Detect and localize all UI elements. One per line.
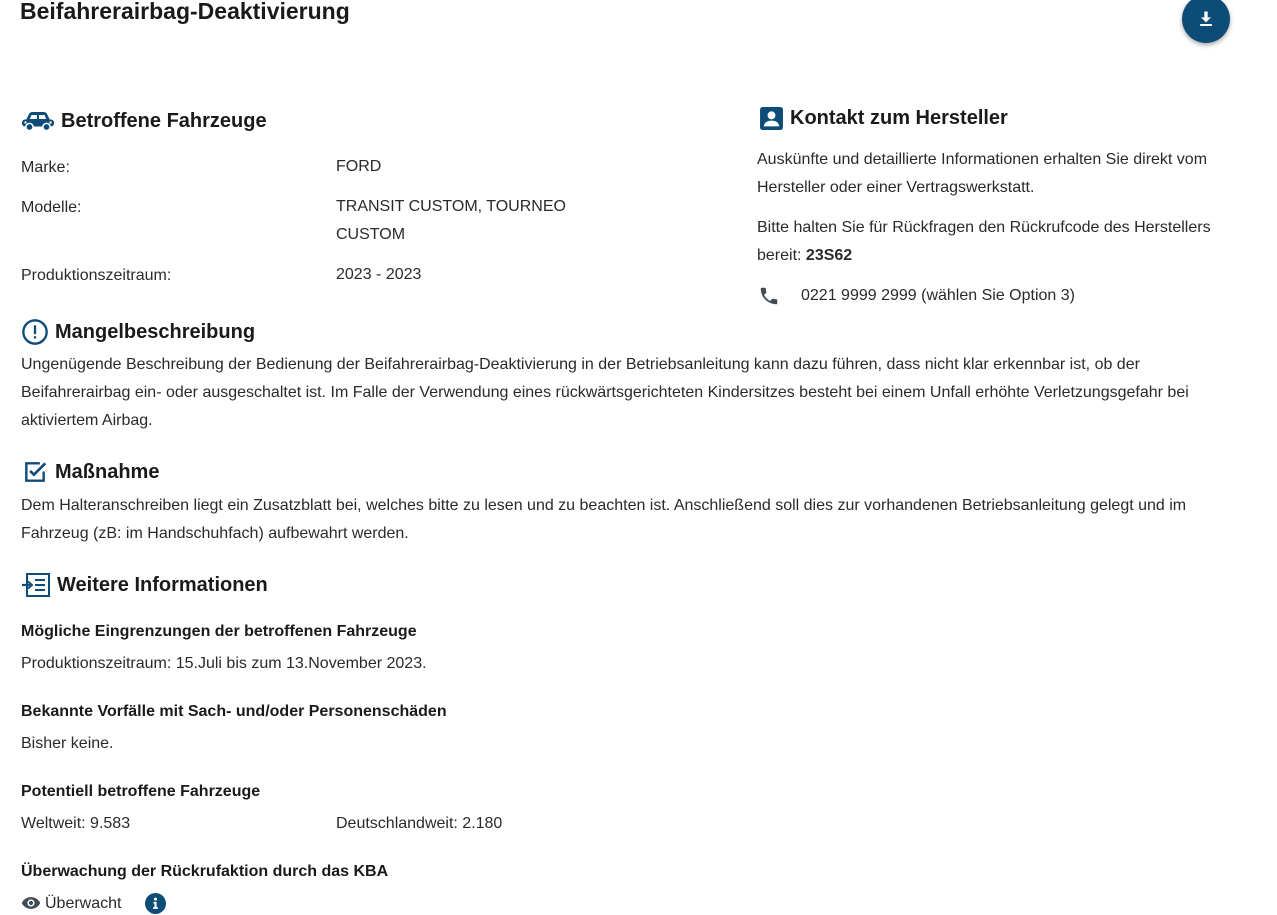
germany-count: Deutschlandweit: 2.180 — [336, 815, 503, 832]
checkbox-icon — [21, 459, 49, 485]
defect-heading-label: Mangelbeschreibung — [55, 320, 256, 343]
contact-card-icon — [759, 106, 784, 131]
contact-heading — [759, 106, 1008, 131]
more-info-heading — [21, 572, 268, 598]
more-info-heading-label: Weitere Informationen — [57, 573, 268, 596]
defect-text: Ungenügende Beschreibung der Bedienung der Beifahrerairbag-Deaktivierung in der Betriebsanleitung kann dazu führen, dass nicht klar erkennbar ist, ob der Beifahrerairbag ein- oder ausgeschaltet ist. Im Falle der Verwendung eines rückwärtsgerichteten Kindersitzes besteht bei einem Unfall erhöhte Verletzungsgefahr bei aktiviertem Airbag. — [21, 356, 1189, 429]
list-details-icon — [21, 572, 51, 598]
production-value: 2023 - 2023 — [336, 266, 422, 283]
models-label: Modelle: — [21, 199, 82, 216]
phone-link[interactable]: 0221 9999 2999 (wählen Sie Option 3) — [801, 287, 1075, 304]
download-button[interactable] — [1182, 0, 1230, 43]
measure-heading-label: Maßnahme — [55, 460, 160, 483]
recall-code-text — [757, 214, 1237, 270]
defect-heading — [21, 318, 255, 346]
page-title: Beifahrerairbag-Deaktivierung — [20, 0, 350, 24]
monitoring-heading: Überwachung der Rückrufaktion durch das KBA — [21, 863, 389, 880]
models-value: TRANSIT CUSTOM, TOURNEO CUSTOM — [336, 198, 566, 243]
incidents-heading: Bekannte Vorfälle mit Sach- und/oder Personenschäden — [21, 703, 447, 720]
recall-code-prefix: Bitte halten Sie für Rückfragen den Rückrufcode des Herstellers bereit: — [757, 219, 1211, 264]
affected-heading: Potentiell betroffene Fahrzeuge — [21, 783, 261, 800]
recall-code: 23S62 — [805, 247, 853, 264]
car-icon — [21, 111, 55, 133]
contact-heading-label: Kontakt zum Hersteller — [790, 107, 1008, 129]
vehicles-heading — [21, 110, 267, 133]
alert-circle-icon — [21, 318, 49, 346]
incidents-text: Bisher keine. — [21, 735, 114, 752]
contact-text: Auskünfte und detaillierte Informationen erhalten Sie direkt vom Hersteller oder einer Vertragswerkstatt. — [757, 151, 1208, 196]
measure-heading — [21, 459, 159, 485]
phone-icon — [758, 285, 780, 307]
vehicles-heading-label: Betroffene Fahrzeuge — [61, 110, 267, 132]
monitoring-status: Überwacht — [45, 895, 122, 912]
worldwide-count: Weltweit: 9.583 — [21, 815, 131, 832]
download-icon — [1196, 9, 1216, 29]
production-label: Produktionszeitraum: — [21, 267, 172, 284]
monitoring-info-button[interactable] — [145, 893, 166, 914]
limits-text: Produktionszeitraum: 15.Juli bis zum 13.November 2023. — [21, 655, 427, 672]
measure-text: Dem Halteranschreiben liegt ein Zusatzblatt bei, welches bitte zu lesen und zu beachten ist. Anschließend soll dies zur vorhandenen Betriebsanleitung gelegt und im Fahrzeug (zB: im Handschuhfach) aufbewahrt werden. — [21, 497, 1187, 542]
limits-heading: Mögliche Eingrenzungen der betroffenen Fahrzeuge — [21, 623, 417, 640]
info-icon — [149, 897, 162, 910]
brand-label: Marke: — [21, 159, 70, 176]
brand-value: FORD — [336, 158, 382, 175]
eye-icon — [21, 895, 41, 911]
